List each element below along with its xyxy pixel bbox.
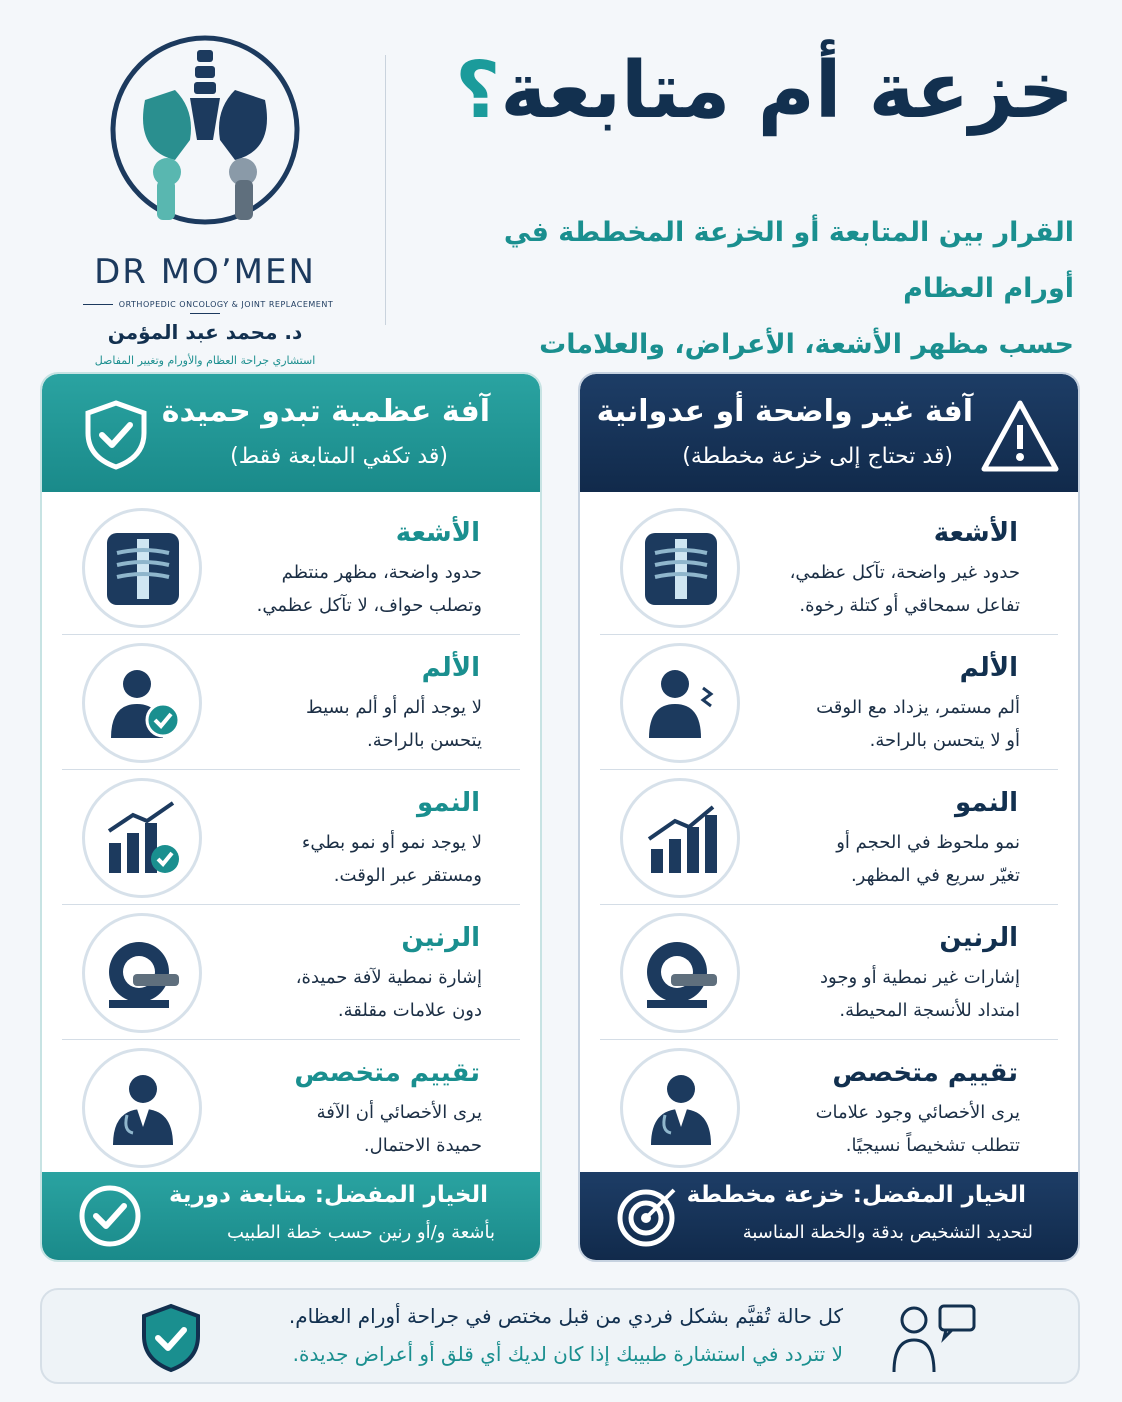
list-item	[62, 635, 520, 770]
title-question-mark: ؟	[455, 46, 501, 136]
person-check-icon	[103, 664, 183, 744]
disclaimer-line-2: لا تتردد في استشارة طبيبك إذا كان لديك أي قلق أو أعراض جديدة.	[292, 1342, 843, 1366]
growth-check-icon	[103, 799, 183, 879]
row-icon-frame	[620, 913, 740, 1033]
aggressive-rows	[600, 500, 1058, 1175]
row-text-line: إشارة نمطية لآفة حميدة،	[295, 967, 482, 988]
benign-footer	[42, 1172, 540, 1260]
doctor-consult-icon	[888, 1302, 978, 1374]
doctor-role: استشاري جراحة العظام والأورام وتغيير المفاصل	[94, 354, 316, 367]
list-item	[600, 500, 1058, 635]
benign-rows	[62, 500, 520, 1175]
pelvis-logo-icon	[105, 30, 305, 230]
subtitle-line-1: القرار بين المتابعة أو الخزعة المخططة في أورام العظام	[503, 217, 1074, 304]
list-item	[600, 905, 1058, 1040]
brand-name: DR MO’MEN	[94, 252, 316, 292]
row-icon-frame	[620, 508, 740, 628]
list-item	[600, 1040, 1058, 1175]
row-text	[750, 691, 1020, 757]
row-title: الرنين	[939, 923, 1018, 953]
row-title: الرنين	[401, 923, 480, 953]
row-title: النمو	[416, 788, 480, 818]
row-icon-frame	[82, 643, 202, 763]
aggressive-recommendation: الخيار المفضل: خزعة مخططة	[686, 1182, 1026, 1208]
row-text	[750, 961, 1020, 1027]
list-item	[600, 635, 1058, 770]
row-text-line: ألم مستمر، يزداد مع الوقت	[816, 697, 1020, 718]
list-item	[600, 770, 1058, 905]
row-icon-frame	[82, 508, 202, 628]
row-text-line: يرى الأخصائي وجود علامات	[815, 1102, 1020, 1123]
list-item	[62, 770, 520, 905]
xray-icon	[103, 529, 183, 609]
benign-subtitle: (قد تكفي المتابعة فقط)	[230, 444, 448, 469]
row-title: الألم	[959, 653, 1018, 683]
row-text-line: إشارات غير نمطية أو وجود	[820, 967, 1020, 988]
row-text	[750, 556, 1020, 622]
benign-title: آفة عظمية تبدو حميدة	[161, 394, 490, 429]
row-title: الألم	[421, 653, 480, 683]
mri-icon	[641, 934, 721, 1014]
subtitle-line-2: حسب مظهر الأشعة، الأعراض، والعلامات	[539, 329, 1074, 360]
aggressive-column	[578, 372, 1080, 1262]
row-text	[212, 826, 482, 892]
title-text: خزعة أم متابعة	[500, 46, 1074, 136]
row-text-line: امتداد للأنسجة المحيطة.	[839, 1000, 1020, 1021]
row-title: النمو	[954, 788, 1018, 818]
growth-icon	[641, 799, 721, 879]
xray-icon	[641, 529, 721, 609]
row-text-line: وتصلب حواف، لا تآكل عظمي.	[256, 595, 482, 616]
doctor-icon	[641, 1069, 721, 1149]
doctor-icon	[103, 1069, 183, 1149]
header-divider	[385, 55, 386, 325]
row-text	[212, 691, 482, 757]
row-text-line: حدود واضحة، مظهر منتظم	[281, 562, 482, 583]
benign-recommendation-detail: بأشعة و/أو رنين حسب خطة الطبيب	[227, 1222, 495, 1243]
page-title	[455, 46, 1074, 136]
check-circle-icon	[76, 1182, 144, 1250]
aggressive-header	[580, 374, 1078, 492]
row-text-line: يرى الأخصائي أن الآفة	[316, 1102, 482, 1123]
row-text-line: حميدة الاحتمال.	[363, 1135, 482, 1156]
row-text-line: حدود غير واضحة، تآكل عظمي،	[789, 562, 1020, 583]
shield-check-icon	[138, 1302, 204, 1374]
row-title: الأشعة	[933, 518, 1018, 548]
warning-triangle-icon	[980, 399, 1060, 473]
row-text	[212, 1096, 482, 1162]
row-text-line: لا يوجد ألم أو ألم بسيط	[306, 697, 482, 718]
row-text	[750, 826, 1020, 892]
row-text	[750, 1096, 1020, 1162]
row-text-line: يتحسن بالراحة.	[367, 730, 482, 751]
row-title: تقييم متخصص	[832, 1058, 1018, 1088]
aggressive-footer	[580, 1172, 1078, 1260]
row-title: تقييم متخصص	[294, 1058, 480, 1088]
shield-check-icon	[80, 399, 152, 471]
benign-recommendation: الخيار المفضل: متابعة دورية	[168, 1182, 488, 1208]
row-icon-frame	[82, 913, 202, 1033]
row-text-line: دون علامات مقلقة.	[337, 1000, 482, 1021]
row-title: الأشعة	[395, 518, 480, 548]
aggressive-subtitle: (قد تحتاج إلى خزعة مخططة)	[682, 444, 953, 469]
disclaimer-banner	[40, 1288, 1080, 1384]
row-text-line: أو لا يتحسن بالراحة.	[869, 730, 1020, 751]
row-text-line: تتطلب تشخيصاً نسيجيًا.	[845, 1135, 1020, 1156]
disclaimer-line-1: كل حالة تُقيَّم بشكل فردي من قبل مختص في جراحة أورام العظام.	[288, 1304, 843, 1328]
brand-tagline: ORTHOPEDIC ONCOLOGY & JOINT REPLACEMENT	[70, 300, 340, 318]
aggressive-recommendation-detail: لتحديد التشخيص بدقة والخطة المناسبة	[742, 1222, 1033, 1243]
row-text-line: تفاعل سمحاقي أو كتلة رخوة.	[799, 595, 1020, 616]
person-pain-icon	[641, 664, 721, 744]
row-text-line: ومستقر عبر الوقت.	[333, 865, 482, 886]
aggressive-title: آفة غير واضحة أو عدوانية	[596, 394, 973, 429]
row-text-line: لا يوجد نمو أو نمو بطيء	[301, 832, 482, 853]
benign-header	[42, 374, 540, 492]
list-item	[62, 500, 520, 635]
logo	[70, 30, 340, 367]
row-icon-frame	[620, 643, 740, 763]
row-text-line: تغيّر سريع في المظهر.	[850, 865, 1020, 886]
row-text	[212, 556, 482, 622]
mri-icon	[103, 934, 183, 1014]
row-icon-frame	[82, 778, 202, 898]
benign-column	[40, 372, 542, 1262]
row-icon-frame	[620, 778, 740, 898]
doctor-name: د. محمد عبد المؤمن	[107, 320, 303, 344]
list-item	[62, 1040, 520, 1175]
row-icon-frame	[620, 1048, 740, 1168]
target-icon	[614, 1182, 682, 1250]
list-item	[62, 905, 520, 1040]
row-icon-frame	[82, 1048, 202, 1168]
row-text	[212, 961, 482, 1027]
row-text-line: نمو ملحوظ في الحجم أو	[836, 832, 1020, 853]
